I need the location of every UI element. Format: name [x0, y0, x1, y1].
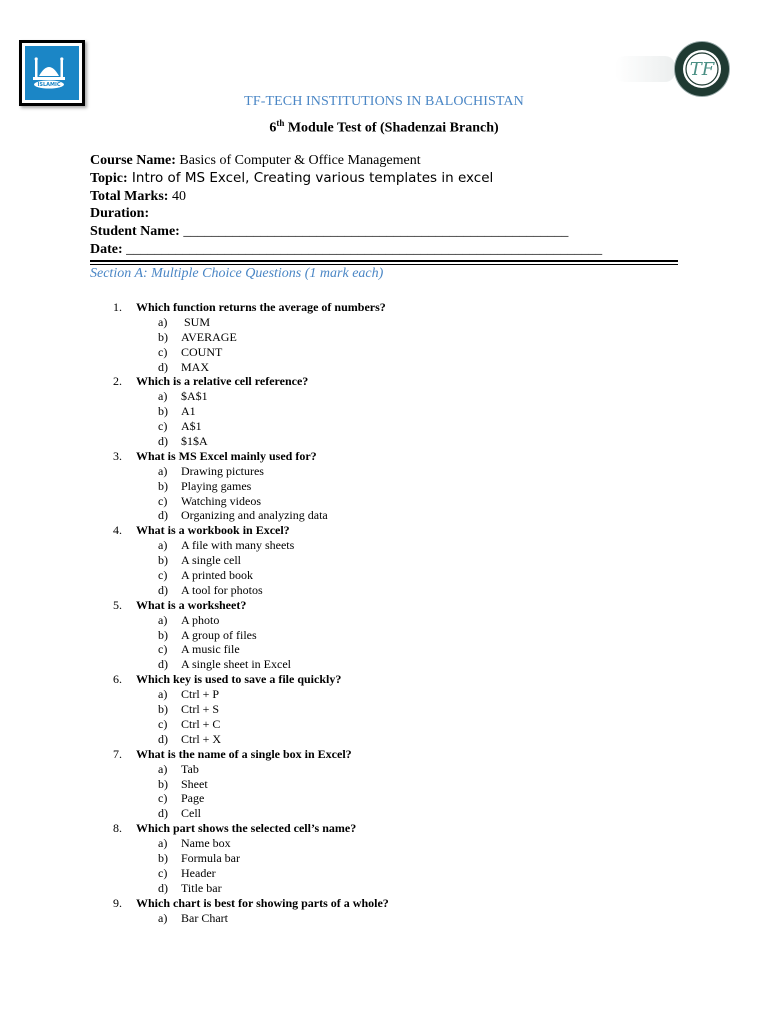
- option-letter: c): [158, 716, 168, 731]
- option-text: $A$1: [181, 389, 208, 404]
- option-letter: d): [158, 880, 168, 895]
- option-item: [0, 330, 768, 345]
- option-item: [0, 583, 768, 598]
- question-number: 2.: [113, 374, 122, 389]
- option-text: Drawing pictures: [181, 463, 264, 478]
- option-letter: a): [158, 836, 168, 851]
- title-rest: Module Test of (Shadenzai Branch): [284, 120, 499, 136]
- option-text: $1$A: [181, 434, 208, 449]
- option-item: [0, 628, 768, 643]
- question-text: What is the name of a single box in Excel?: [136, 746, 352, 761]
- option-text: A single sheet in Excel: [181, 657, 291, 672]
- option-text: Playing games: [181, 478, 252, 493]
- option-item: [0, 345, 768, 360]
- option-text: Sheet: [181, 776, 208, 791]
- option-text: Watching videos: [181, 493, 262, 508]
- question-row: [0, 672, 768, 687]
- option-text: A$1: [181, 419, 202, 434]
- option-letter: b): [158, 850, 168, 865]
- test-info: [90, 152, 602, 259]
- question-item: [0, 523, 768, 597]
- option-item: [0, 494, 768, 509]
- school-logo-right: [675, 42, 729, 96]
- student-line: [90, 223, 602, 241]
- question-text: Which function returns the average of numbers?: [136, 300, 386, 314]
- option-letter: c): [158, 865, 168, 880]
- option-text: Ctrl + P: [181, 687, 220, 702]
- option-item: [0, 836, 768, 851]
- option-text: SUM: [181, 314, 211, 329]
- option-item: [0, 360, 768, 375]
- option-letter: c): [158, 344, 168, 359]
- option-item: [0, 464, 768, 479]
- option-text: Formula bar: [181, 850, 240, 865]
- option-letter: a): [158, 463, 168, 478]
- question-text: What is a workbook in Excel?: [136, 523, 290, 538]
- option-letter: d): [158, 731, 168, 746]
- question-number: 9.: [113, 895, 122, 910]
- logo-left-text: ISLAMIC: [37, 82, 61, 88]
- option-item: [0, 389, 768, 404]
- option-item: [0, 434, 768, 449]
- option-letter: a): [158, 612, 168, 627]
- option-item: [0, 613, 768, 628]
- date-line: [90, 241, 602, 259]
- option-item: [0, 419, 768, 434]
- option-item: [0, 568, 768, 583]
- date-label: Date:: [90, 241, 123, 257]
- option-text: A single cell: [181, 553, 241, 568]
- option-letter: b): [158, 702, 168, 717]
- option-text: AVERAGE: [181, 329, 237, 344]
- question-number: 7.: [113, 746, 122, 761]
- option-text: Title bar: [181, 880, 222, 895]
- option-text: Bar Chart: [181, 910, 228, 925]
- section-heading: Section A: Multiple Choice Questions (1 mark each): [90, 266, 384, 281]
- option-text: A file with many sheets: [181, 538, 295, 553]
- option-item: [0, 315, 768, 330]
- option-letter: c): [158, 642, 168, 657]
- option-item: [0, 717, 768, 732]
- course-line: [90, 152, 602, 170]
- course-label: Course Name:: [90, 153, 176, 168]
- option-letter: d): [158, 582, 168, 597]
- topic-label: Topic:: [90, 170, 128, 186]
- option-text: A tool for photos: [181, 582, 263, 597]
- option-text: Tab: [181, 761, 199, 776]
- test-title: [0, 118, 768, 137]
- option-item: [0, 777, 768, 792]
- option-item: [0, 911, 768, 926]
- option-letter: d): [158, 508, 168, 523]
- duration-line: [90, 205, 602, 223]
- option-text: Name box: [181, 836, 231, 851]
- institution-name: TF-TECH INSTITUTIONS IN BALOCHISTAN: [244, 94, 524, 109]
- topic-value: Intro of MS Excel, Creating various templates in excel: [127, 169, 494, 186]
- question-text: Which is a relative cell reference?: [136, 374, 309, 389]
- option-letter: b): [158, 478, 168, 493]
- option-text: Cell: [181, 806, 201, 821]
- option-text: Ctrl + S: [181, 702, 220, 717]
- title-number: 6: [269, 120, 277, 136]
- option-item: [0, 479, 768, 494]
- question-number: 1.: [113, 300, 122, 314]
- option-text: MAX: [181, 359, 210, 374]
- mosque-icon: [25, 46, 73, 94]
- option-item: [0, 806, 768, 821]
- question-number: 4.: [113, 523, 122, 538]
- question-number: 3.: [113, 448, 122, 463]
- option-item: [0, 762, 768, 777]
- question-item: [0, 896, 768, 926]
- question-text: Which key is used to save a file quickly?: [136, 672, 342, 687]
- option-item: [0, 881, 768, 896]
- option-item: [0, 404, 768, 419]
- option-text: A music file: [181, 642, 240, 657]
- logo-right-text: TF: [689, 59, 715, 80]
- option-letter: b): [158, 329, 168, 344]
- option-item: [0, 642, 768, 657]
- option-letter: a): [158, 910, 168, 925]
- question-text: Which part shows the selected cell’s name?: [136, 821, 357, 836]
- option-item: [0, 553, 768, 568]
- option-text: Ctrl + X: [181, 731, 222, 746]
- option-letter: c): [158, 568, 168, 583]
- option-letter: b): [158, 627, 168, 642]
- date-blank: ____________________________________________________________________: [122, 241, 603, 257]
- question-row: [0, 374, 768, 389]
- option-text: A group of files: [181, 627, 257, 642]
- option-text: A photo: [181, 612, 220, 627]
- title-ordinal: th: [276, 118, 285, 128]
- question-number: 8.: [113, 821, 122, 836]
- option-letter: a): [158, 761, 168, 776]
- question-item: [0, 821, 768, 895]
- marks-value: 40: [168, 188, 186, 204]
- option-text: Page: [181, 791, 205, 806]
- option-letter: a): [158, 538, 168, 553]
- question-item: [0, 747, 768, 821]
- option-item: [0, 657, 768, 672]
- question-item: [0, 449, 768, 523]
- divider-thick: [90, 260, 678, 262]
- option-letter: c): [158, 791, 168, 806]
- option-letter: d): [158, 434, 168, 449]
- tf-emblem-icon: [675, 42, 729, 96]
- question-number: 6.: [113, 672, 122, 687]
- option-item: [0, 851, 768, 866]
- question-row: [0, 896, 768, 911]
- option-item: [0, 702, 768, 717]
- option-letter: c): [158, 493, 168, 508]
- option-letter: b): [158, 404, 168, 419]
- question-number: 5.: [113, 597, 122, 612]
- option-letter: d): [158, 806, 168, 821]
- question-item: [0, 672, 768, 746]
- question-text: What is MS Excel mainly used for?: [136, 448, 317, 463]
- question-row: [0, 821, 768, 836]
- option-item: [0, 732, 768, 747]
- option-item: [0, 791, 768, 806]
- marks-line: [90, 188, 602, 206]
- question-item: [0, 374, 768, 448]
- option-text: Header: [181, 865, 216, 880]
- question-row: [0, 523, 768, 538]
- option-letter: a): [158, 687, 168, 702]
- course-value: Basics of Computer & Office Management: [175, 153, 421, 168]
- option-item: [0, 866, 768, 881]
- topic-line: [90, 170, 602, 188]
- duration-label: Duration:: [90, 206, 150, 222]
- question-row: [0, 300, 768, 315]
- option-letter: a): [158, 314, 168, 329]
- question-item: [0, 598, 768, 672]
- option-letter: d): [158, 657, 168, 672]
- option-text: Ctrl + C: [181, 716, 221, 731]
- option-letter: c): [158, 419, 168, 434]
- question-row: [0, 598, 768, 613]
- option-letter: d): [158, 359, 168, 374]
- option-text: A1: [181, 404, 196, 419]
- student-label: Student Name:: [90, 224, 180, 240]
- option-text: COUNT: [181, 344, 223, 359]
- glare: [615, 56, 675, 82]
- option-letter: a): [158, 389, 168, 404]
- option-item: [0, 508, 768, 523]
- option-letter: b): [158, 553, 168, 568]
- question-text: Which chart is best for showing parts of a whole?: [136, 895, 389, 910]
- divider-thin: [90, 264, 678, 265]
- option-text: A printed book: [181, 568, 253, 583]
- option-text: Organizing and analyzing data: [181, 508, 328, 523]
- question-row: [0, 449, 768, 464]
- question-list: [0, 300, 768, 925]
- student-blank: _______________________________________________________: [179, 224, 569, 240]
- question-row: [0, 747, 768, 762]
- option-item: [0, 538, 768, 553]
- option-item: [0, 687, 768, 702]
- option-letter: b): [158, 776, 168, 791]
- question-item: [0, 300, 768, 374]
- marks-label: Total Marks:: [90, 188, 169, 204]
- question-text: What is a worksheet?: [136, 597, 247, 612]
